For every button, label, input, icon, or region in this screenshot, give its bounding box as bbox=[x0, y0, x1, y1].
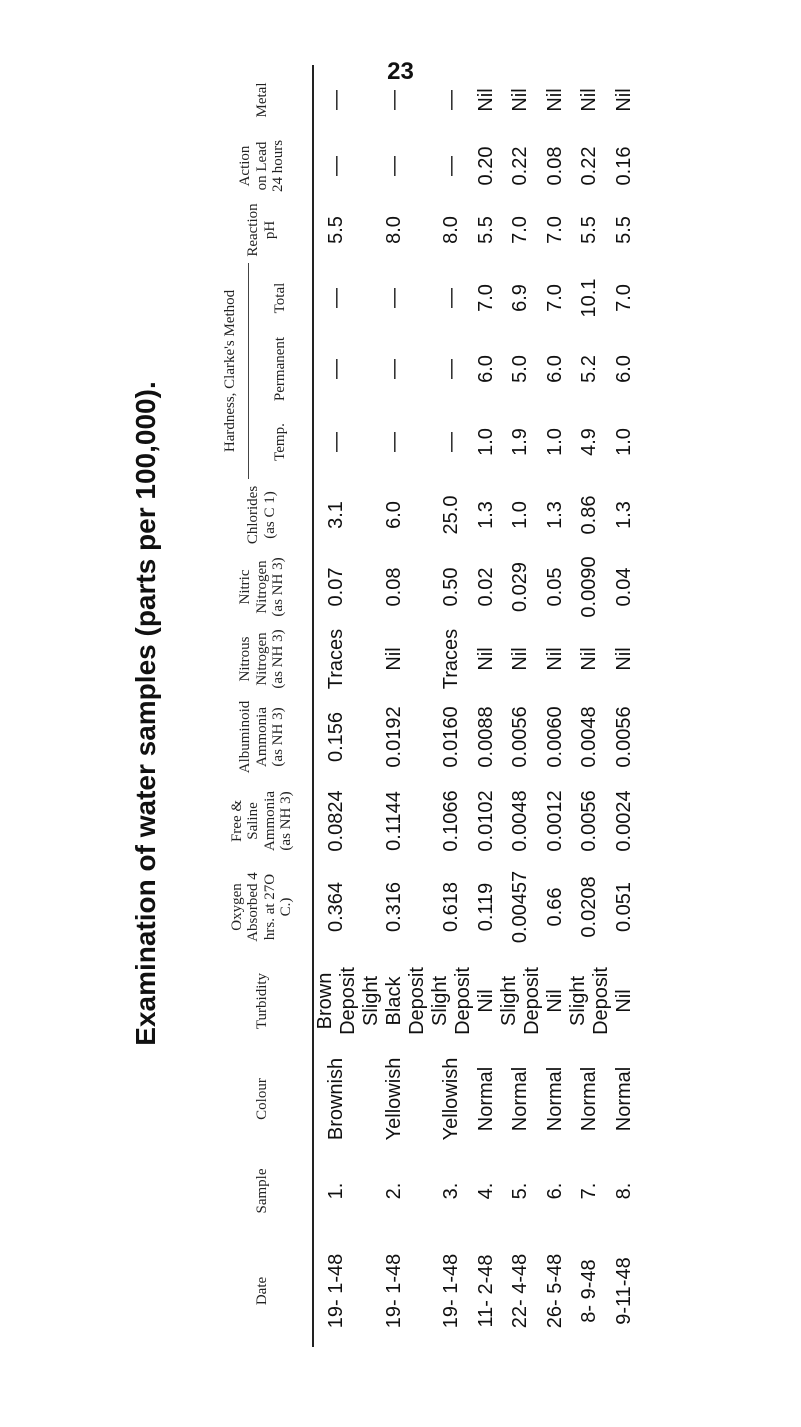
cell-date: 22- 4-48 bbox=[509, 1253, 531, 1329]
header-sample: Sample bbox=[212, 1147, 313, 1235]
cell-free-ammonia: 0.0102 bbox=[474, 790, 497, 852]
header-lead: Action on Lead 24 hours bbox=[212, 135, 313, 197]
cell-total: 10.1 bbox=[578, 278, 600, 318]
cell-chlorides: 6.0 bbox=[382, 501, 405, 529]
cell-nitric: 0.02 bbox=[474, 567, 497, 607]
cell-total: 7.0 bbox=[612, 284, 635, 312]
cell-total: — bbox=[325, 288, 347, 308]
cell-permanent: 6.0 bbox=[612, 355, 635, 383]
header-permanent: Permanent bbox=[249, 333, 313, 405]
cell-temp: 1.0 bbox=[612, 428, 635, 456]
cell-oxygen: 0.051 bbox=[612, 881, 635, 933]
table-row bbox=[429, 65, 475, 1347]
table-body bbox=[313, 65, 636, 1347]
cell-temp: 1.0 bbox=[474, 428, 497, 456]
cell-colour: Brownish bbox=[325, 1057, 347, 1141]
header-total: Total bbox=[249, 263, 313, 333]
cell-nitric: 0.029 bbox=[509, 561, 531, 613]
cell-chlorides: 25.0 bbox=[440, 495, 462, 535]
cell-albuminoid: 0.0160 bbox=[440, 706, 462, 768]
cell-temp: 1.0 bbox=[543, 428, 566, 456]
header-free-ammonia: Free & Saline Ammonia (as NH 3) bbox=[212, 779, 313, 863]
cell-total: — bbox=[440, 288, 462, 308]
cell-albuminoid: 0.156 bbox=[325, 711, 347, 763]
cell-chlorides: 3.1 bbox=[325, 501, 347, 529]
cell-colour: Normal bbox=[509, 1066, 531, 1132]
cell-nitrous: Nil bbox=[474, 647, 497, 671]
cell-temp: — bbox=[440, 432, 462, 452]
header-nitrous: Nitrous Nitrogen (as NH 3) bbox=[212, 623, 313, 695]
cell-nitrous: Traces bbox=[440, 628, 462, 690]
cell-lead: 0.20 bbox=[474, 146, 497, 186]
cell-metal: Nil bbox=[578, 88, 600, 112]
cell-lead: — bbox=[382, 156, 405, 176]
cell-nitric: 0.05 bbox=[543, 567, 566, 607]
cell-permanent: 6.0 bbox=[543, 355, 566, 383]
cell-temp: 1.9 bbox=[509, 428, 531, 456]
cell-albuminoid: 0.0056 bbox=[509, 706, 531, 768]
cell-oxygen: 0.316 bbox=[382, 881, 405, 933]
cell-turbidity: Nil bbox=[612, 989, 635, 1013]
header-chlorides: Chlorides (as C 1) bbox=[212, 479, 313, 551]
header-date: Date bbox=[212, 1235, 313, 1347]
cell-date: 8- 9-48 bbox=[578, 1259, 600, 1323]
water-samples-table bbox=[212, 65, 636, 1347]
cell-nitrous: Nil bbox=[612, 647, 635, 671]
cell-turbidity: Slight Deposit bbox=[428, 967, 474, 1035]
cell-ph: 7.0 bbox=[509, 216, 531, 244]
cell-nitrous: Nil bbox=[578, 647, 600, 671]
cell-metal: Nil bbox=[612, 88, 635, 112]
cell-total: 7.0 bbox=[543, 284, 566, 312]
cell-turbidity: Slight Deposit bbox=[566, 967, 612, 1035]
cell-nitrous: Nil bbox=[543, 647, 566, 671]
cell-oxygen: 0.00457 bbox=[509, 870, 531, 944]
cell-date: 19- 1-48 bbox=[382, 1253, 405, 1329]
cell-metal: — bbox=[382, 90, 405, 110]
cell-temp: — bbox=[382, 432, 405, 452]
cell-date: 19- 1-48 bbox=[440, 1253, 462, 1329]
cell-ph: 8.0 bbox=[440, 216, 462, 244]
cell-free-ammonia: 0.1144 bbox=[382, 791, 405, 851]
cell-free-ammonia: 0.0012 bbox=[543, 790, 566, 852]
cell-free-ammonia: 0.0048 bbox=[509, 790, 531, 852]
cell-nitric: 0.04 bbox=[612, 567, 635, 607]
cell-permanent: 5.2 bbox=[578, 355, 600, 383]
cell-metal: Nil bbox=[474, 88, 497, 112]
cell-nitrous: Nil bbox=[382, 647, 405, 671]
cell-permanent: — bbox=[440, 359, 462, 379]
cell-oxygen: 0.119 bbox=[474, 882, 497, 932]
cell-chlorides: 1.0 bbox=[509, 501, 531, 529]
cell-temp: 4.9 bbox=[578, 428, 600, 456]
cell-lead: 0.22 bbox=[509, 146, 531, 186]
cell-free-ammonia: 0.1066 bbox=[440, 790, 462, 852]
cell-albuminoid: 0.0060 bbox=[543, 706, 566, 768]
cell-nitric: 0.0090 bbox=[578, 556, 600, 618]
cell-colour: Normal bbox=[474, 1066, 497, 1132]
cell-oxygen: 0.364 bbox=[325, 881, 347, 933]
cell-chlorides: 1.3 bbox=[543, 501, 566, 529]
cell-sample: 4. bbox=[474, 1182, 497, 1200]
cell-lead: — bbox=[325, 156, 347, 176]
cell-nitrous: Nil bbox=[509, 647, 531, 671]
cell-lead: 0.22 bbox=[578, 146, 600, 186]
cell-permanent: — bbox=[325, 359, 347, 379]
header-temp: Temp. bbox=[249, 405, 313, 479]
cell-turbidity: Nil bbox=[543, 989, 566, 1013]
cell-permanent: — bbox=[382, 359, 405, 379]
header-nitric: Nitric Nitrogen (as NH 3) bbox=[212, 551, 313, 623]
header-albuminoid: Albuminoid Ammonia (as NH 3) bbox=[212, 695, 313, 779]
cell-date: 9-11-48 bbox=[612, 1257, 635, 1325]
cell-turbidity: Slight Deposit bbox=[497, 967, 543, 1035]
cell-albuminoid: 0.0056 bbox=[612, 706, 635, 768]
cell-ph: 5.5 bbox=[474, 216, 497, 244]
cell-metal: Nil bbox=[543, 88, 566, 112]
table-row bbox=[313, 65, 360, 1347]
cell-metal: — bbox=[440, 90, 462, 110]
cell-ph: 5.5 bbox=[612, 216, 635, 244]
cell-nitric: 0.08 bbox=[382, 567, 405, 607]
cell-total: 7.0 bbox=[474, 284, 497, 312]
cell-sample: 6. bbox=[543, 1182, 566, 1200]
cell-oxygen: 0.66 bbox=[543, 887, 566, 927]
table-row bbox=[475, 65, 498, 1347]
cell-colour: Normal bbox=[543, 1066, 566, 1132]
table-row bbox=[544, 65, 567, 1347]
cell-chlorides: 0.86 bbox=[578, 495, 600, 535]
cell-date: 19- 1-48 bbox=[325, 1253, 347, 1329]
cell-lead: 0.08 bbox=[543, 146, 566, 186]
cell-chlorides: 1.3 bbox=[474, 501, 497, 529]
cell-free-ammonia: 0.0056 bbox=[578, 790, 600, 852]
cell-turbidity: Brown Deposit bbox=[313, 967, 359, 1035]
cell-metal: Nil bbox=[509, 88, 531, 112]
cell-ph: 5.5 bbox=[325, 216, 347, 244]
page-title: Examination of water samples (parts per 100,000). bbox=[130, 381, 161, 1046]
table-row bbox=[360, 65, 429, 1347]
cell-oxygen: 0.0208 bbox=[578, 876, 600, 938]
cell-turbidity: Slight Black Deposit bbox=[359, 967, 428, 1035]
table-row bbox=[613, 65, 636, 1347]
cell-free-ammonia: 0.0024 bbox=[612, 790, 635, 852]
cell-sample: 2. bbox=[382, 1182, 405, 1200]
cell-turbidity: Nil bbox=[474, 989, 497, 1013]
cell-date: 26- 5-48 bbox=[543, 1253, 566, 1329]
cell-nitric: 0.50 bbox=[440, 567, 462, 607]
cell-sample: 7. bbox=[578, 1182, 600, 1200]
header-hardness: Hardness, Clarke's Method bbox=[212, 263, 249, 479]
header-reaction: Reaction pH bbox=[212, 197, 313, 263]
cell-metal: — bbox=[325, 90, 347, 110]
cell-albuminoid: 0.0088 bbox=[474, 706, 497, 768]
header-colour: Colour bbox=[212, 1051, 313, 1147]
cell-permanent: 6.0 bbox=[474, 355, 497, 383]
page-number: 23 bbox=[387, 58, 414, 85]
cell-colour: Yellowish bbox=[440, 1057, 462, 1141]
cell-permanent: 5.0 bbox=[509, 355, 531, 383]
cell-sample: 8. bbox=[612, 1182, 635, 1200]
header-oxygen: Oxygen Absorbed 4 hrs. at 27O C.) bbox=[212, 863, 313, 951]
cell-sample: 5. bbox=[509, 1182, 531, 1200]
table-row bbox=[498, 65, 544, 1347]
cell-nitric: 0.07 bbox=[325, 567, 347, 607]
cell-nitrous: Traces bbox=[325, 628, 347, 690]
cell-chlorides: 1.3 bbox=[612, 501, 635, 529]
cell-colour: Yellowish bbox=[382, 1057, 405, 1141]
cell-sample: 3. bbox=[440, 1182, 462, 1200]
cell-temp: — bbox=[325, 432, 347, 452]
cell-lead: — bbox=[440, 156, 462, 176]
cell-date: 11- 2-48 bbox=[474, 1254, 497, 1328]
cell-albuminoid: 0.0192 bbox=[382, 706, 405, 768]
cell-sample: 1. bbox=[325, 1182, 347, 1200]
cell-ph: 8.0 bbox=[382, 216, 405, 244]
header-metal: Metal bbox=[212, 65, 313, 135]
cell-albuminoid: 0.0048 bbox=[578, 706, 600, 768]
table-row bbox=[567, 65, 613, 1347]
cell-oxygen: 0.618 bbox=[440, 881, 462, 933]
header-turbidity: Turbidity bbox=[212, 951, 313, 1051]
cell-ph: 5.5 bbox=[578, 216, 600, 244]
cell-total: 6.9 bbox=[509, 284, 531, 312]
cell-total: — bbox=[382, 288, 405, 308]
cell-colour: Normal bbox=[578, 1066, 600, 1132]
cell-free-ammonia: 0.0824 bbox=[325, 790, 347, 852]
cell-colour: Normal bbox=[612, 1066, 635, 1132]
cell-lead: 0.16 bbox=[612, 146, 635, 186]
cell-ph: 7.0 bbox=[543, 216, 566, 244]
